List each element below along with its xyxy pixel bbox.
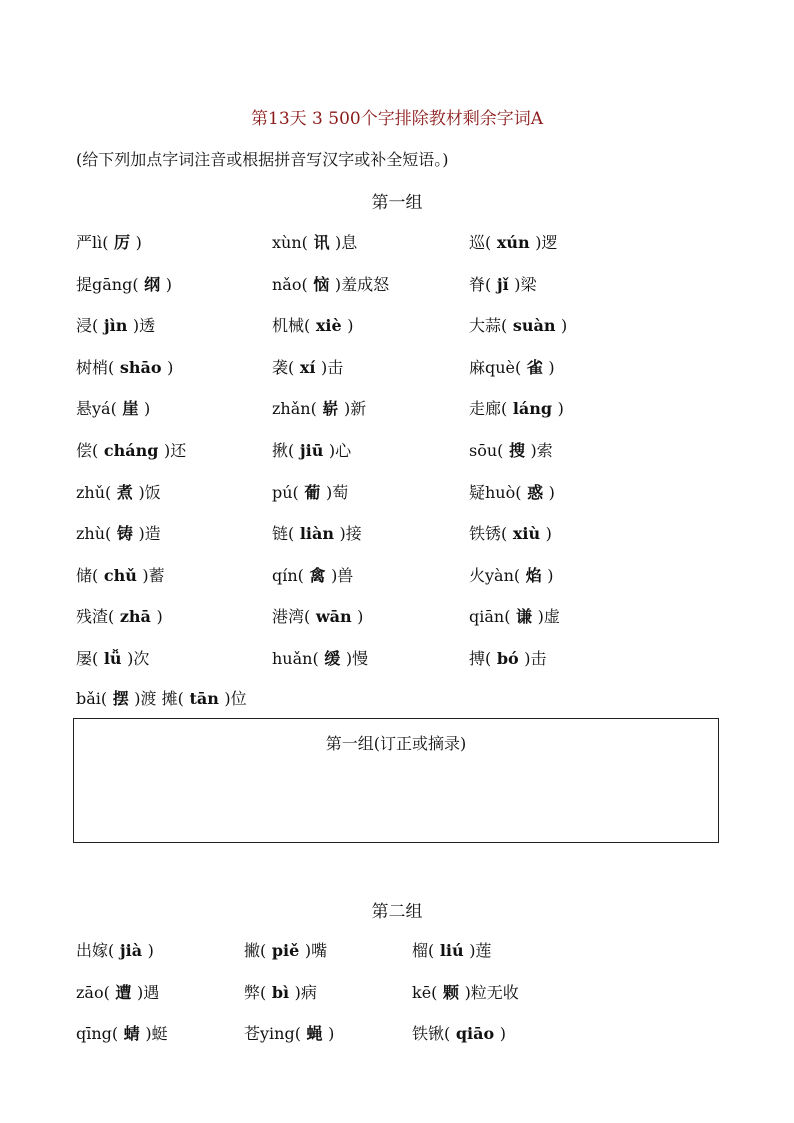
vocab-cell — [76, 604, 163, 627]
vocab-item — [272, 566, 353, 585]
vocab-cell — [76, 563, 165, 586]
vocab-suffix: )透 — [132, 316, 156, 336]
vocab-suffix: )虚 — [537, 607, 560, 627]
vocab-prefix: xùn( — [272, 233, 308, 252]
vocab-prefix: 储( — [76, 565, 99, 585]
vocab-item — [244, 1024, 334, 1043]
vocab-prefix: kē( — [412, 982, 438, 1002]
vocab-cell — [272, 355, 343, 378]
vocab-item — [272, 275, 389, 294]
vocab-answer: 摆 — [107, 689, 135, 708]
vocab-answer: 铸 — [111, 524, 139, 544]
vocab-suffix: )蓄 — [142, 565, 165, 585]
vocab-item — [76, 483, 161, 502]
vocab-prefix: 巡( — [469, 233, 492, 252]
vocab-cell — [469, 604, 560, 627]
vocab-cell — [469, 480, 555, 503]
vocab-suffix: )梁 — [514, 274, 537, 294]
vocab-cell — [469, 355, 555, 378]
vocab-suffix: )索 — [530, 440, 553, 460]
page-title: 第13天 3 500个字排除教材剩余字词A — [251, 109, 543, 129]
vocab-answer: xiù — [507, 524, 546, 544]
vocab-item — [76, 983, 159, 1002]
vocab-suffix: )位 — [224, 689, 247, 708]
vocab-prefix: 铁锈( — [469, 524, 508, 544]
vocab-suffix: )息 — [335, 233, 358, 252]
vocab-cell — [76, 396, 150, 419]
vocab-cell — [412, 980, 519, 1003]
vocab-cell — [76, 230, 142, 253]
vocab-item — [469, 399, 564, 418]
vocab-cell — [272, 313, 353, 336]
vocab-prefix: 脊( — [469, 274, 492, 294]
vocab-suffix: )接 — [339, 524, 362, 544]
vocab-prefix: 揪( — [272, 440, 295, 460]
vocab-answer: 谦 — [510, 607, 538, 627]
vocab-prefix: zāo( — [76, 982, 110, 1002]
vocab-answer: bì — [266, 982, 295, 1002]
vocab-cell — [469, 313, 567, 336]
vocab-suffix: )病 — [294, 982, 317, 1002]
vocab-item — [76, 399, 150, 418]
vocab-cell — [244, 1021, 334, 1044]
vocab-answer: qiāo — [450, 1024, 500, 1044]
vocab-prefix: 搏( — [469, 648, 492, 668]
vocab-item — [469, 566, 554, 585]
vocab-cell — [412, 1021, 506, 1044]
vocab-item — [272, 607, 363, 626]
vocab-prefix: zhǎn( — [272, 399, 317, 419]
vocab-cell — [244, 980, 317, 1003]
vocab-item — [76, 358, 173, 377]
vocab-suffix: ) — [135, 233, 142, 252]
vocab-prefix: 残渣( — [76, 607, 115, 627]
vocab-answer: wān — [310, 607, 358, 627]
vocab-answer: 雀 — [521, 357, 549, 377]
vocab-prefix: 撇( — [244, 941, 267, 960]
vocab-cell — [76, 480, 161, 503]
vocab-suffix: )粒无收 — [464, 982, 519, 1002]
vocab-suffix: )饭 — [138, 482, 161, 502]
vocab-suffix: ) — [545, 524, 552, 544]
vocab-suffix: ) — [156, 607, 163, 627]
vocab-answer: shāo — [114, 357, 168, 377]
vocab-item — [272, 399, 366, 418]
vocab-prefix: 树梢( — [76, 357, 115, 377]
vocab-answer: 禽 — [303, 565, 332, 585]
vocab-item — [469, 524, 552, 543]
vocab-cell — [76, 313, 155, 336]
group2-heading: 第二组 — [371, 902, 423, 922]
vocab-prefix: 榴( — [412, 941, 435, 960]
vocab-answer: zhā — [114, 607, 157, 627]
vocab-answer: bó — [491, 648, 525, 668]
correction-box[interactable] — [73, 718, 719, 843]
vocab-cell — [469, 563, 554, 586]
vocab-prefix: qín( — [272, 565, 304, 585]
vocab-answer: piě — [266, 941, 305, 960]
vocab-cell — [469, 438, 553, 461]
correction-box-title: 第一组(订正或摘录) — [325, 734, 467, 753]
vocab-prefix: qiān( — [469, 607, 511, 627]
vocab-item — [272, 483, 348, 502]
vocab-cell — [76, 980, 159, 1003]
vocab-suffix: )遇 — [137, 982, 160, 1002]
vocab-item — [272, 524, 362, 543]
vocab-cell — [272, 521, 362, 544]
vocab-item — [469, 441, 553, 460]
vocab-item — [244, 941, 327, 960]
vocab-item — [162, 689, 247, 708]
vocab-cell — [469, 230, 557, 253]
vocab-cell — [412, 938, 491, 961]
vocab-suffix: )蜓 — [145, 1024, 168, 1044]
vocab-answer: 纲 — [138, 274, 166, 294]
vocab-item — [76, 1024, 168, 1043]
vocab-item — [469, 316, 567, 335]
vocab-answer: liàn — [294, 524, 340, 544]
vocab-suffix: )心 — [328, 440, 352, 460]
vocab-suffix: ) — [143, 399, 151, 419]
vocab-answer: 蝇 — [300, 1024, 329, 1044]
vocab-item — [272, 316, 353, 335]
vocab-prefix: 悬yá( — [76, 399, 117, 419]
vocab-answer: xiè — [310, 316, 348, 336]
group1-heading: 第一组 — [371, 193, 423, 213]
vocab-answer: 惑 — [521, 482, 549, 502]
vocab-prefix: sōu( — [469, 440, 504, 460]
group1-last-line — [76, 686, 247, 709]
vocab-suffix: )次 — [127, 648, 150, 668]
vocab-suffix: ) — [167, 357, 174, 377]
vocab-prefix: 出嫁( — [76, 941, 115, 960]
vocab-answer: liú — [434, 941, 470, 960]
vocab-suffix: )击 — [524, 648, 547, 668]
vocab-suffix: ) — [499, 1024, 506, 1044]
vocab-answer: 搜 — [503, 440, 531, 460]
vocab-suffix: ) — [561, 316, 568, 336]
vocab-prefix: huǎn( — [272, 648, 319, 668]
vocab-answer: 葡 — [298, 482, 326, 502]
vocab-prefix: 麻què( — [469, 357, 522, 377]
vocab-answer: 遭 — [109, 982, 137, 1002]
vocab-prefix: 大蒜( — [469, 316, 508, 336]
vocab-suffix: )嘴 — [304, 941, 328, 960]
vocab-prefix: 弊( — [244, 982, 267, 1002]
vocab-cell — [76, 938, 154, 961]
vocab-answer: 煮 — [111, 482, 139, 502]
vocab-item — [469, 483, 555, 502]
vocab-answer: suàn — [507, 316, 562, 336]
vocab-cell — [76, 1021, 168, 1044]
vocab-prefix: 屡( — [76, 648, 99, 668]
vocab-answer: 崭 — [316, 399, 344, 419]
vocab-cell — [272, 438, 351, 461]
vocab-item — [469, 275, 537, 294]
vocab-suffix: )击 — [321, 357, 344, 377]
vocab-answer: jià — [114, 941, 148, 960]
vocab-answer: chǔ — [98, 565, 143, 585]
vocab-prefix: 疑huò( — [469, 482, 522, 502]
vocab-suffix: ) — [328, 1024, 335, 1044]
vocab-prefix: qīng( — [76, 1024, 119, 1044]
vocab-item — [76, 941, 154, 960]
vocab-item — [272, 441, 351, 460]
vocab-answer: 颗 — [437, 982, 465, 1002]
vocab-cell — [244, 938, 327, 961]
vocab-prefix: 袭( — [272, 357, 295, 377]
vocab-cell — [76, 521, 161, 544]
vocab-cell — [272, 272, 389, 295]
vocab-suffix: )羞成怒 — [334, 274, 390, 294]
vocab-suffix: ) — [165, 274, 172, 294]
vocab-item — [76, 233, 142, 252]
vocab-item — [412, 1024, 506, 1043]
vocab-prefix: 严lì( — [76, 233, 109, 252]
vocab-prefix: 链( — [272, 524, 295, 544]
vocab-suffix: ) — [347, 316, 354, 336]
vocab-prefix: 铁锹( — [412, 1024, 451, 1044]
vocab-prefix: 机械( — [272, 316, 311, 336]
vocab-cell — [469, 396, 564, 419]
vocab-prefix: 港湾( — [272, 607, 311, 627]
vocab-prefix: bǎi( — [76, 689, 108, 708]
vocab-prefix: 提gāng( — [76, 274, 139, 294]
vocab-suffix: )慢 — [345, 648, 369, 668]
instruction: (给下列加点字词注音或根据拼音写汉字或补全短语。) — [76, 150, 449, 169]
vocab-item — [76, 441, 186, 460]
vocab-cell — [76, 438, 186, 461]
vocab-answer: láng — [507, 399, 558, 419]
vocab-prefix: 苍ying( — [244, 1024, 301, 1044]
vocab-answer: 厉 — [108, 233, 136, 252]
vocab-cell — [469, 521, 552, 544]
vocab-item — [469, 233, 557, 252]
vocab-suffix: ) — [548, 357, 555, 377]
vocab-suffix: ) — [147, 941, 154, 960]
vocab-cell — [76, 646, 149, 669]
vocab-item — [469, 358, 555, 377]
vocab-prefix: 火yàn( — [469, 565, 521, 585]
vocab-answer: cháng — [98, 440, 164, 460]
vocab-item — [272, 358, 343, 377]
vocab-answer: jìn — [98, 316, 133, 336]
vocab-item — [412, 983, 519, 1002]
vocab-prefix: zhǔ( — [76, 482, 112, 502]
vocab-answer: xí — [294, 357, 322, 377]
vocab-cell — [272, 563, 353, 586]
vocab-cell — [272, 230, 357, 253]
vocab-suffix: )渡 — [134, 689, 162, 708]
vocab-answer: jǐ — [491, 274, 515, 294]
vocab-suffix: )兽 — [331, 565, 354, 585]
vocab-prefix: zhù( — [76, 524, 112, 544]
vocab-cell — [272, 646, 368, 669]
vocab-cell — [76, 355, 173, 378]
vocab-answer: 缓 — [318, 648, 346, 668]
vocab-answer: 讯 — [307, 233, 336, 252]
vocab-item — [76, 607, 163, 626]
vocab-answer: jiū — [294, 440, 329, 460]
vocab-prefix: 走廊( — [469, 399, 508, 419]
vocab-item — [76, 524, 161, 543]
vocab-suffix: ) — [557, 399, 564, 419]
vocab-suffix: )还 — [163, 440, 187, 460]
vocab-answer: lǚ — [98, 648, 128, 668]
vocab-item — [76, 689, 162, 708]
vocab-suffix: )萄 — [325, 482, 349, 502]
vocab-suffix: )新 — [343, 399, 367, 419]
vocab-answer: xún — [491, 233, 536, 252]
vocab-suffix: )逻 — [535, 233, 558, 252]
vocab-cell — [469, 646, 547, 669]
vocab-item — [76, 566, 165, 585]
vocab-suffix: ) — [548, 482, 555, 502]
vocab-prefix: 浸( — [76, 316, 99, 336]
vocab-cell — [272, 480, 348, 503]
vocab-item — [244, 983, 317, 1002]
vocab-item — [469, 607, 560, 626]
vocab-answer: 恼 — [307, 274, 335, 294]
vocab-cell — [469, 272, 537, 295]
vocab-cell — [272, 396, 366, 419]
vocab-item — [76, 275, 172, 294]
vocab-prefix: 偿( — [76, 440, 99, 460]
vocab-prefix: 摊( — [161, 689, 184, 708]
vocab-item — [272, 649, 368, 668]
vocab-cell — [76, 272, 172, 295]
vocab-answer: 焰 — [520, 565, 548, 585]
vocab-answer: 蜻 — [118, 1024, 146, 1044]
vocab-item — [76, 649, 149, 668]
vocab-item — [76, 316, 155, 335]
vocab-prefix: nǎo( — [272, 274, 308, 294]
vocab-item — [469, 649, 547, 668]
vocab-suffix: )造 — [138, 524, 161, 544]
vocab-item — [272, 233, 357, 252]
vocab-cell — [272, 604, 363, 627]
vocab-item — [412, 941, 491, 960]
vocab-prefix: pú( — [272, 482, 299, 502]
vocab-suffix: ) — [547, 565, 554, 585]
vocab-suffix: )莲 — [469, 941, 492, 960]
vocab-answer: 崖 — [116, 399, 144, 419]
vocab-answer: tān — [183, 689, 225, 708]
vocab-suffix: ) — [357, 607, 364, 627]
